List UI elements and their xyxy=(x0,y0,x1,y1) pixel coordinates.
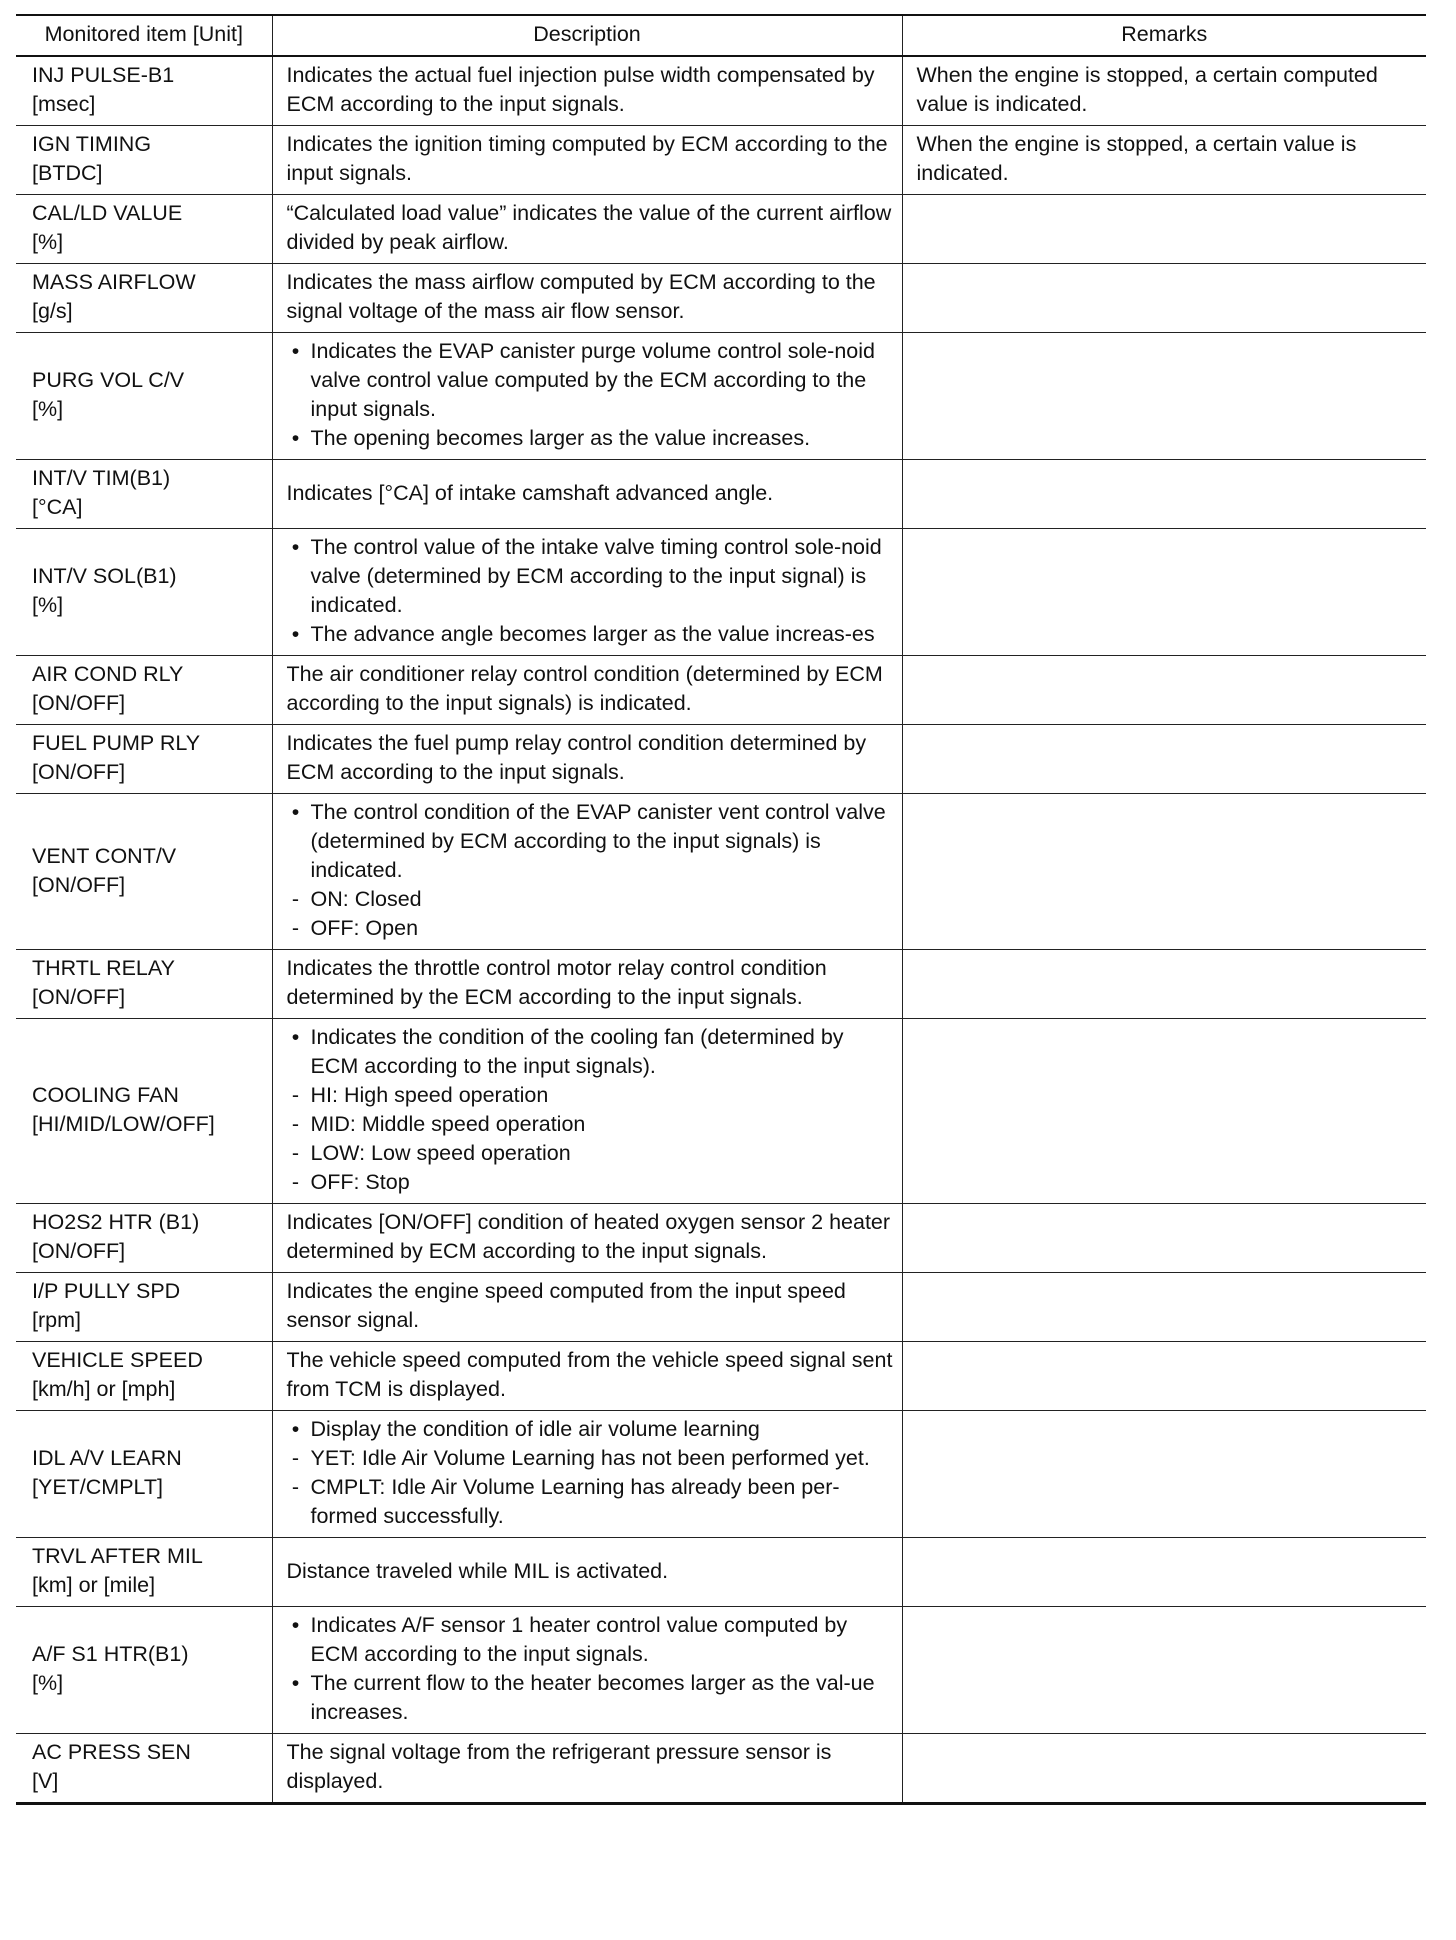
remarks-cell xyxy=(902,195,1426,264)
item-unit: [ON/OFF] xyxy=(32,760,126,784)
item-name: THRTL RELAY xyxy=(32,956,175,980)
description-cell xyxy=(272,195,902,264)
description-text: Indicates the ignition timing computed by ECM according to the input signals. xyxy=(286,132,888,185)
dash-item xyxy=(287,1444,894,1473)
monitored-item-cell xyxy=(16,333,272,460)
remarks-cell xyxy=(902,1538,1426,1607)
dash-item xyxy=(287,1473,894,1531)
item-unit: [%] xyxy=(32,593,64,617)
item-unit: [msec] xyxy=(32,92,96,116)
item-unit: [ON/OFF] xyxy=(32,985,126,1009)
dash-item xyxy=(287,1168,894,1197)
description-text: Indicates the engine speed computed from the input speed sensor signal. xyxy=(286,1279,846,1332)
remarks-cell xyxy=(902,725,1426,794)
bullet-item xyxy=(287,1611,894,1669)
monitored-item-cell xyxy=(16,264,272,333)
table-row xyxy=(16,1538,1426,1607)
item-unit: [ON/OFF] xyxy=(32,872,126,897)
item-name: CAL/LD VALUE xyxy=(32,201,183,225)
monitored-item-cell xyxy=(16,56,272,126)
item-unit: [km] or [mile] xyxy=(32,1573,156,1597)
item-name: HO2S2 HTR (B1) xyxy=(32,1210,200,1234)
table-row xyxy=(16,264,1426,333)
description-text: The current flow to the heater becomes larger as the val-ue increases. xyxy=(310,1671,875,1724)
description-text: Indicates the throttle control motor relay control condition determined by the ECM according to the input signals. xyxy=(286,956,827,1009)
bullet-item xyxy=(287,533,894,620)
header-description: Description xyxy=(272,15,902,56)
table-row xyxy=(16,333,1426,460)
table-row xyxy=(16,656,1426,725)
table-body xyxy=(16,56,1426,1804)
description-cell xyxy=(272,725,902,794)
description-cell xyxy=(272,1342,902,1411)
description-cell xyxy=(272,656,902,725)
item-name: IGN TIMING xyxy=(32,132,152,156)
monitored-item-cell xyxy=(16,1411,272,1538)
remarks-cell: When the engine is stopped, a certain value is indicated. xyxy=(902,126,1426,195)
header-monitored-item: Monitored item [Unit] xyxy=(16,15,272,56)
bullet-marker: • xyxy=(291,1417,300,1441)
table-row xyxy=(16,1204,1426,1273)
dash-marker: - xyxy=(291,1475,300,1499)
remarks-cell xyxy=(902,1204,1426,1273)
dash-marker: - xyxy=(291,1446,300,1470)
table-row xyxy=(16,1607,1426,1734)
dash-marker: - xyxy=(291,1112,300,1136)
bullet-item xyxy=(287,1415,894,1444)
description-text: Indicates A/F sensor 1 heater control value computed by ECM according to the input signals. xyxy=(310,1613,848,1666)
bullet-item xyxy=(287,424,894,453)
bullet-item xyxy=(287,337,894,424)
monitored-item-cell xyxy=(16,529,272,656)
bullet-marker: • xyxy=(291,622,300,646)
item-unit: [%] xyxy=(32,1671,64,1695)
monitored-item-cell xyxy=(16,950,272,1019)
item-name: INT/V TIM(B1) xyxy=(32,466,171,490)
remarks-cell xyxy=(902,1411,1426,1538)
dash-marker: - xyxy=(291,887,300,911)
item-unit: [km/h] or [mph] xyxy=(32,1377,176,1401)
remarks-cell xyxy=(902,1342,1426,1411)
item-name: FUEL PUMP RLY xyxy=(32,731,201,755)
item-unit: [V] xyxy=(32,1769,59,1793)
description-text: HI: High speed operation xyxy=(310,1083,549,1107)
item-name: AC PRESS SEN xyxy=(32,1740,191,1764)
table-row xyxy=(16,1411,1426,1538)
remarks-cell xyxy=(902,1273,1426,1342)
monitored-item-cell xyxy=(16,1607,272,1734)
item-name: I/P PULLY SPD xyxy=(32,1279,181,1303)
table-row xyxy=(16,56,1426,126)
remarks-cell xyxy=(902,1734,1426,1804)
description-text: ON: Closed xyxy=(310,887,422,911)
monitored-item-cell xyxy=(16,725,272,794)
monitored-item-cell xyxy=(16,460,272,529)
item-unit: [ON/OFF] xyxy=(32,1239,126,1263)
monitored-item-cell xyxy=(16,1204,272,1273)
description-text: The signal voltage from the refrigerant pressure sensor is displayed. xyxy=(286,1740,832,1793)
remarks-cell xyxy=(902,950,1426,1019)
item-unit: [HI/MID/LOW/OFF] xyxy=(32,1112,215,1136)
description-cell xyxy=(272,1019,902,1204)
item-name: INJ PULSE-B1 xyxy=(32,63,175,87)
monitored-item-cell xyxy=(16,1342,272,1411)
remarks-cell xyxy=(902,264,1426,333)
bullet-marker: • xyxy=(291,1613,300,1637)
table-row xyxy=(16,195,1426,264)
monitored-item-cell xyxy=(16,1734,272,1804)
description-cell xyxy=(272,56,902,126)
remarks-cell xyxy=(902,333,1426,460)
description-text: Indicates the condition of the cooling fan (determined by ECM according to the input signals). xyxy=(310,1025,844,1078)
dash-marker: - xyxy=(291,1083,300,1107)
table-row xyxy=(16,1342,1426,1411)
monitored-item-cell xyxy=(16,1273,272,1342)
item-unit: [°CA] xyxy=(32,495,83,519)
monitored-item-cell xyxy=(16,1019,272,1204)
table-row xyxy=(16,950,1426,1019)
description-text: The control value of the intake valve timing control sole-noid valve (determined by ECM according to the input signal) is indicated. xyxy=(310,535,882,617)
description-text: Indicates [°CA] of intake camshaft advanced angle. xyxy=(286,480,774,505)
table-row xyxy=(16,1019,1426,1204)
description-text: Indicates the mass airflow computed by ECM according to the signal voltage of the mass air flow sensor. xyxy=(286,270,876,323)
description-cell xyxy=(272,1204,902,1273)
description-text: Indicates the EVAP canister purge volume control sole-noid valve control value computed by the ECM according to the input signals. xyxy=(310,339,875,421)
table-row xyxy=(16,1734,1426,1804)
description-text: YET: Idle Air Volume Learning has not been performed yet. xyxy=(310,1446,870,1470)
bullet-marker: • xyxy=(291,1671,300,1695)
dash-marker: - xyxy=(291,916,300,940)
remarks-cell xyxy=(902,529,1426,656)
description-cell xyxy=(272,460,902,529)
remarks-cell xyxy=(902,794,1426,950)
dash-item xyxy=(287,1081,894,1110)
description-text: The opening becomes larger as the value increases. xyxy=(310,426,811,450)
remarks-cell xyxy=(902,460,1426,529)
description-text: MID: Middle speed operation xyxy=(310,1112,586,1136)
description-text: Distance traveled while MIL is activated. xyxy=(286,1558,669,1583)
description-text: OFF: Stop xyxy=(310,1170,410,1194)
item-unit: [g/s] xyxy=(32,299,73,323)
bullet-item xyxy=(287,620,894,649)
monitored-item-cell xyxy=(16,794,272,950)
item-unit: [ON/OFF] xyxy=(32,691,126,715)
description-text: Indicates the fuel pump relay control condition determined by ECM according to the input signals. xyxy=(286,731,867,784)
table-row xyxy=(16,126,1426,195)
item-name: AIR COND RLY xyxy=(32,662,184,686)
description-cell xyxy=(272,1734,902,1804)
description-cell xyxy=(272,794,902,950)
bullet-marker: • xyxy=(291,339,300,363)
item-unit: [BTDC] xyxy=(32,161,103,185)
remarks-cell xyxy=(902,1607,1426,1734)
remarks-cell: When the engine is stopped, a certain computed value is indicated. xyxy=(902,56,1426,126)
table-row xyxy=(16,1273,1426,1342)
description-text: The air conditioner relay control condition (determined by ECM according to the input signals) is indicated. xyxy=(286,662,883,715)
item-name: VEHICLE SPEED xyxy=(32,1348,203,1372)
dash-item xyxy=(287,914,894,943)
item-unit: [%] xyxy=(32,397,64,421)
description-cell xyxy=(272,1607,902,1734)
remarks-cell xyxy=(902,1019,1426,1204)
monitored-item-cell xyxy=(16,656,272,725)
monitored-item-cell xyxy=(16,126,272,195)
item-unit: [YET/CMPLT] xyxy=(32,1475,164,1499)
description-cell xyxy=(272,126,902,195)
item-name: COOLING FAN xyxy=(32,1083,179,1107)
description-cell xyxy=(272,529,902,656)
item-unit: [%] xyxy=(32,230,64,254)
description-text: LOW: Low speed operation xyxy=(310,1141,571,1165)
item-name: VENT CONT/V xyxy=(32,843,177,868)
description-text: CMPLT: Idle Air Volume Learning has already been per-formed successfully. xyxy=(310,1475,840,1528)
bullet-marker: • xyxy=(291,535,300,559)
description-text: The control condition of the EVAP canister vent control valve (determined by ECM according to the input signals) is indicated. xyxy=(310,800,886,882)
remarks-cell xyxy=(902,656,1426,725)
table-row xyxy=(16,460,1426,529)
dash-marker: - xyxy=(291,1170,300,1194)
table-row xyxy=(16,794,1426,950)
item-name: MASS AIRFLOW xyxy=(32,270,196,294)
dash-item xyxy=(287,1139,894,1168)
table-row xyxy=(16,725,1426,794)
description-text: Display the condition of idle air volume learning xyxy=(310,1417,760,1441)
dash-item xyxy=(287,885,894,914)
item-name: TRVL AFTER MIL xyxy=(32,1544,203,1568)
description-cell xyxy=(272,264,902,333)
description-text: The advance angle becomes larger as the value increas-es xyxy=(310,622,875,646)
bullet-item xyxy=(287,1023,894,1081)
item-name: PURG VOL C/V xyxy=(32,368,185,392)
description-cell xyxy=(272,1273,902,1342)
description-text: Indicates the actual fuel injection pulse width compensated by ECM according to the input signals. xyxy=(286,63,875,116)
bullet-item xyxy=(287,1669,894,1727)
monitor-item-table xyxy=(16,14,1426,1805)
table-header-row xyxy=(16,15,1426,56)
item-name: A/F S1 HTR(B1) xyxy=(32,1642,189,1666)
description-text: “Calculated load value” indicates the value of the current airflow divided by peak airflow. xyxy=(286,201,892,254)
monitored-item-cell xyxy=(16,195,272,264)
description-cell xyxy=(272,333,902,460)
item-name: INT/V SOL(B1) xyxy=(32,564,177,588)
bullet-marker: • xyxy=(291,1025,300,1049)
description-text: OFF: Open xyxy=(310,916,419,940)
bullet-marker: • xyxy=(291,800,300,824)
item-name: IDL A/V LEARN xyxy=(32,1446,182,1470)
description-text: Indicates [ON/OFF] condition of heated oxygen sensor 2 heater determined by ECM according to the input signals. xyxy=(286,1210,891,1263)
monitored-item-cell xyxy=(16,1538,272,1607)
bullet-marker: • xyxy=(291,426,300,450)
description-cell xyxy=(272,950,902,1019)
bullet-item xyxy=(287,798,894,885)
dash-item xyxy=(287,1110,894,1139)
header-remarks: Remarks xyxy=(902,15,1426,56)
description-cell xyxy=(272,1538,902,1607)
description-text: The vehicle speed computed from the vehicle speed signal sent from TCM is displayed. xyxy=(286,1348,893,1401)
description-cell xyxy=(272,1411,902,1538)
table-row xyxy=(16,529,1426,656)
item-unit: [rpm] xyxy=(32,1308,81,1332)
dash-marker: - xyxy=(291,1141,300,1165)
